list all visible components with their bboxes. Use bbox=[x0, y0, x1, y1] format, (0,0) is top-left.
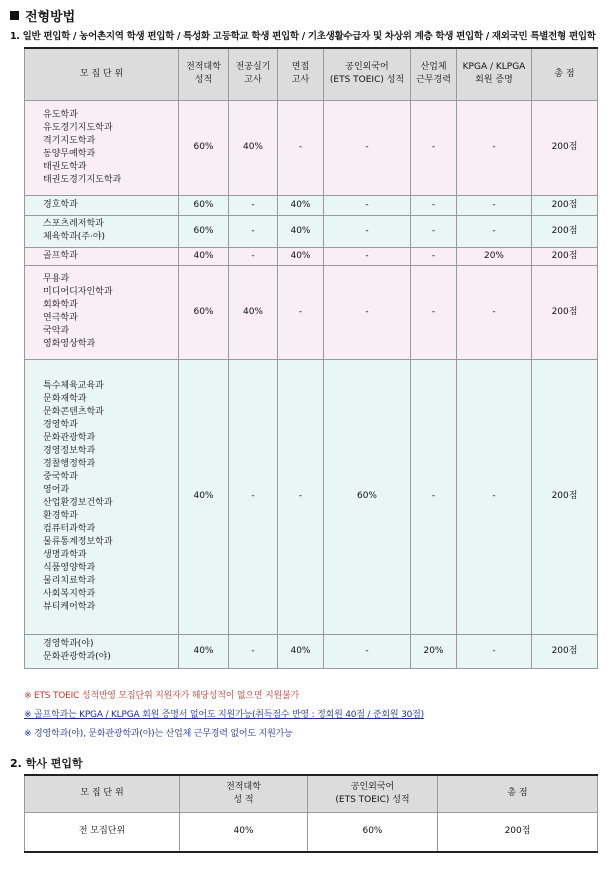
table-row bbox=[25, 812, 598, 852]
note-toeic: ※ ETS TOEIC 성적반영 모집단위 지원자가 해당성적이 없으면 지원불가 bbox=[24, 691, 299, 701]
value-cell: 40% bbox=[180, 812, 308, 852]
table-header-row bbox=[25, 775, 598, 812]
value-cell: - bbox=[457, 265, 532, 359]
value-cell: - bbox=[324, 247, 411, 265]
value-cell: - bbox=[324, 100, 411, 195]
column-header: 공인외국어 (ETS TOEIC) 성적 bbox=[308, 775, 438, 812]
note-golf: ※ 골프학과는 KPGA / KLPGA 회원 증명서 없어도 지원가능(취득점수 반영 : 정회원 40점 / 준회원 30점) bbox=[24, 710, 424, 720]
value-cell: 40% bbox=[179, 634, 229, 668]
table-row bbox=[25, 215, 598, 247]
subtitle-1: 1. 일반 편입학 / 농어촌지역 학생 편입학 / 특성화 고등학교 학생 편입학 / 기초생활수급자 및 차상위 계층 학생 편입학 / 재외국민 특별전형 편입학 bbox=[10, 31, 596, 42]
value-cell: - bbox=[411, 100, 457, 195]
column-header: 전적대학 성 적 bbox=[180, 775, 308, 812]
department-cell: 스포츠레저학과 체육학과(주·야) bbox=[25, 215, 179, 247]
column-header: 모 집 단 위 bbox=[25, 775, 180, 812]
department-cell: 경호학과 bbox=[25, 195, 179, 215]
column-header: 산업체 근무경력 bbox=[411, 48, 457, 100]
value-cell: - bbox=[229, 215, 278, 247]
value-cell: - bbox=[411, 215, 457, 247]
value-cell: - bbox=[229, 634, 278, 668]
section-title: 전형방법 bbox=[25, 10, 76, 25]
value-cell: - bbox=[457, 215, 532, 247]
value-cell: - bbox=[457, 100, 532, 195]
value-cell: 40% bbox=[278, 195, 324, 215]
value-cell: 60% bbox=[308, 812, 438, 852]
table-row bbox=[25, 247, 598, 265]
column-header: 전적대학 성적 bbox=[179, 48, 229, 100]
value-cell: 200점 bbox=[532, 634, 598, 668]
column-header: 면접 고사 bbox=[278, 48, 324, 100]
column-header: 공인외국어 (ETS TOEIC) 성적 bbox=[324, 48, 411, 100]
department-cell: 골프학과 bbox=[25, 247, 179, 265]
value-cell: 40% bbox=[229, 100, 278, 195]
note-night: ※ 경영학과(야), 문화관광학과(야)는 산업체 근무경력 없어도 지원가능 bbox=[24, 729, 293, 739]
value-cell: 40% bbox=[229, 265, 278, 359]
value-cell: - bbox=[411, 195, 457, 215]
column-header: KPGA / KLPGA 회원 증명 bbox=[457, 48, 532, 100]
value-cell: - bbox=[278, 100, 324, 195]
value-cell: - bbox=[411, 247, 457, 265]
department-cell: 무용과 미디어디자인학과 회화학과 연극학과 국악과 영화영상학과 bbox=[25, 265, 179, 359]
value-cell: 200점 bbox=[532, 359, 598, 634]
value-cell: 20% bbox=[457, 247, 532, 265]
value-cell: - bbox=[457, 359, 532, 634]
value-cell: - bbox=[278, 265, 324, 359]
value-cell: - bbox=[411, 265, 457, 359]
section-heading bbox=[10, 6, 75, 25]
value-cell: - bbox=[229, 359, 278, 634]
table-header-row bbox=[25, 48, 598, 100]
table-row bbox=[25, 195, 598, 215]
value-cell: 40% bbox=[179, 247, 229, 265]
department-cell: 특수체육교육과 문화재학과 문화콘텐츠학과 경영학과 문화관광학과 경영정보학과 경찰행정학과 중국학과 영어과 산업환경보건학과 환경학과 컴퓨터과학과 물류통계정보학과 생명과학과 식품영양학과 물리치료학과 사회복지학과 뷰티케어학과 bbox=[25, 359, 179, 634]
value-cell: 40% bbox=[179, 359, 229, 634]
table-row bbox=[25, 100, 598, 195]
value-cell: 20% bbox=[411, 634, 457, 668]
value-cell: 200점 bbox=[532, 265, 598, 359]
column-header: 총 점 bbox=[438, 775, 598, 812]
value-cell: 40% bbox=[278, 247, 324, 265]
value-cell: 200점 bbox=[438, 812, 598, 852]
value-cell: - bbox=[278, 359, 324, 634]
department-cell: 유도학과 유도경기지도학과 격기지도학과 동양무예학과 태권도학과 태권도경기지도학과 bbox=[25, 100, 179, 195]
column-header: 총 점 bbox=[532, 48, 598, 100]
value-cell: 200점 bbox=[532, 247, 598, 265]
value-cell: 전 모집단위 bbox=[25, 812, 180, 852]
value-cell: - bbox=[229, 247, 278, 265]
admission-table-2 bbox=[24, 774, 598, 853]
value-cell: 60% bbox=[324, 359, 411, 634]
value-cell: - bbox=[324, 195, 411, 215]
value-cell: 40% bbox=[278, 215, 324, 247]
value-cell: 200점 bbox=[532, 100, 598, 195]
column-header: 모 집 단 위 bbox=[25, 48, 179, 100]
value-cell: - bbox=[411, 359, 457, 634]
value-cell: 60% bbox=[179, 265, 229, 359]
table-row bbox=[25, 634, 598, 668]
value-cell: 60% bbox=[179, 215, 229, 247]
admission-table-1 bbox=[24, 47, 598, 669]
value-cell: 60% bbox=[179, 100, 229, 195]
value-cell: - bbox=[324, 265, 411, 359]
value-cell: - bbox=[457, 634, 532, 668]
value-cell: 200점 bbox=[532, 215, 598, 247]
table-row bbox=[25, 359, 598, 634]
table-row bbox=[25, 265, 598, 359]
value-cell: - bbox=[324, 634, 411, 668]
value-cell: - bbox=[324, 215, 411, 247]
subtitle-2: 2. 학사 편입학 bbox=[10, 757, 83, 770]
square-bullet-icon bbox=[10, 11, 19, 20]
value-cell: 200점 bbox=[532, 195, 598, 215]
value-cell: 60% bbox=[179, 195, 229, 215]
value-cell: 40% bbox=[278, 634, 324, 668]
value-cell: - bbox=[457, 195, 532, 215]
value-cell: - bbox=[229, 195, 278, 215]
department-cell: 경영학과(야) 문화관광학과(야) bbox=[25, 634, 179, 668]
column-header: 전공실기 고사 bbox=[229, 48, 278, 100]
